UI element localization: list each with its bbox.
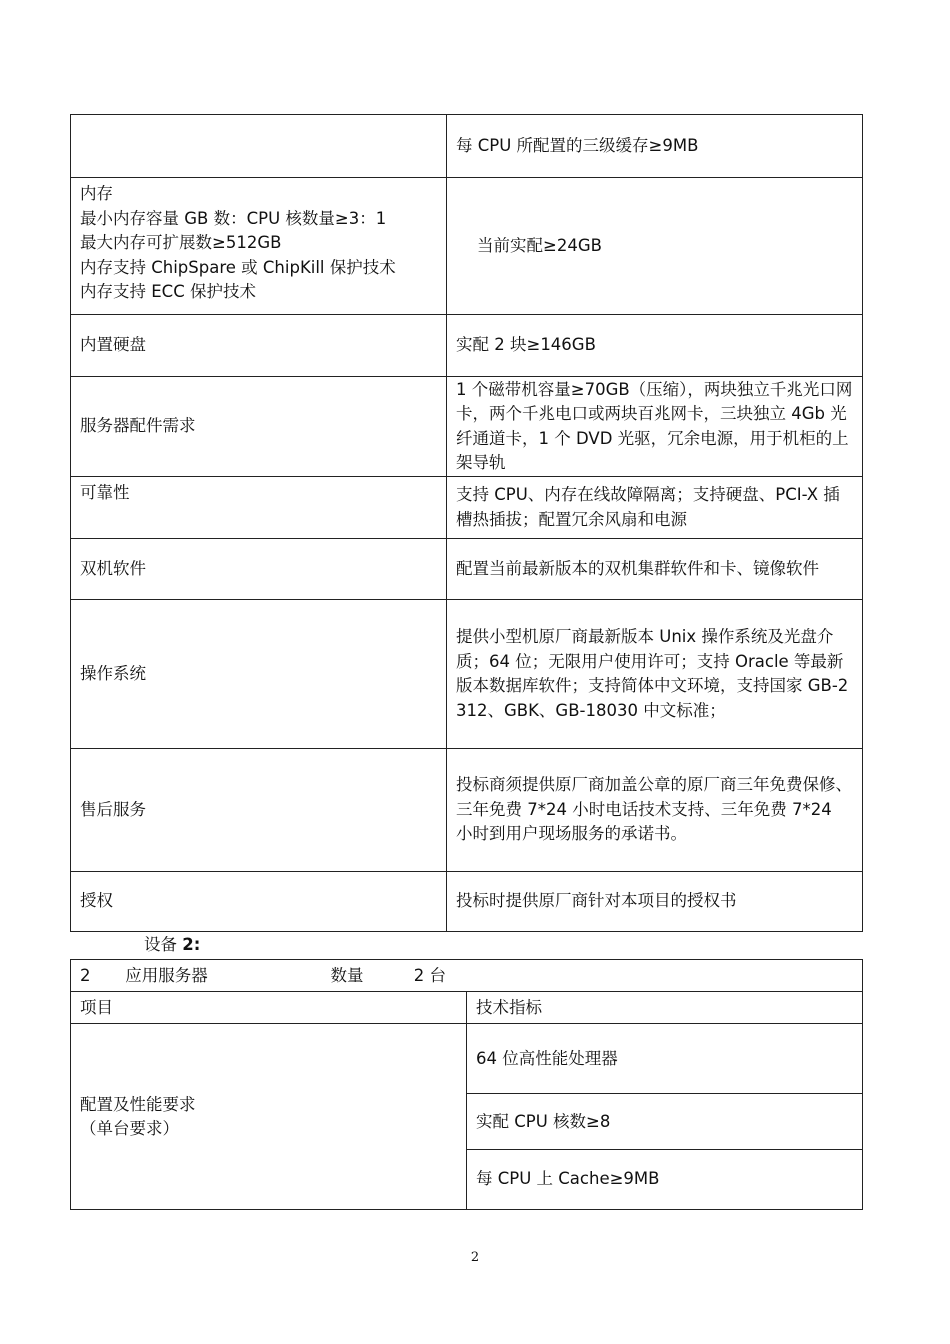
table-row [71,872,863,932]
spec-cell-group [467,1024,863,1210]
spec-cell: 每 CPU 所配置的三级缓存≥9MB [447,115,863,178]
spec-cell: 1 个磁带机容量≥70GB（压缩），两块独立千兆光口网卡，两个千兆电口或两块百兆网卡，三块独立 4Gb 光纤通道卡，1 个 DVD 光驱，冗余电源，用于机柜的上架导轨 [447,377,863,477]
device-number: 2 [80,965,91,985]
list-item [467,1150,862,1209]
item-cell: 操作系统 [71,600,447,749]
item-cell: 售后服务 [71,749,447,872]
spec-cell: 投标时提供原厂商针对本项目的授权书 [447,872,863,932]
quantity-label: 数量 [330,965,364,985]
item-cell [71,115,447,178]
table-row [71,377,863,477]
table-row [71,115,863,178]
page-number: 2 [470,1250,480,1265]
table-row [71,749,863,872]
item-cell: 可靠性 [71,477,447,539]
device-label-prefix: 设备 [144,935,183,954]
table-row [71,315,863,377]
item-cell: 内置硬盘 [71,315,447,377]
item-line: （单台要求） [80,1118,179,1138]
table-row [71,477,863,539]
spec-cell: 实配 2 块≥146GB [447,315,863,377]
item-line: 最大内存可扩展数≥512GB [80,233,282,252]
spec-text: 每 CPU 上 Cache≥9MB [476,1169,660,1189]
table-row [71,539,863,600]
spec-table-device-1 [70,114,863,932]
item-line: 配置及性能要求 [80,1094,196,1114]
spec-sublist [467,1025,862,1209]
spec-text: 64 位高性能处理器 [467,1025,862,1094]
spec-cell: 配置当前最新版本的双机集群软件和卡、镜像软件 [447,539,863,600]
device-label-number: 2: [182,935,201,954]
table-header-row [71,960,863,992]
spec-cell: 投标商须提供原厂商加盖公章的原厂商三年免费保修、三年免费 7*24 小时电话技术支持、三年免费 7*24 小时到用户现场服务的承诺书。 [447,749,863,872]
item-cell: 授权 [71,872,447,932]
item-cell [71,178,447,315]
table-row [71,178,863,315]
item-line: 最小内存容量 GB 数：CPU 核数量≥3：1 [80,208,387,228]
column-header-spec: 技术指标 [467,992,863,1024]
spec-cell: 当前实配≥24GB [447,178,863,315]
quantity-value: 2 台 [413,965,446,985]
table-row [71,600,863,749]
spec-table-device-2 [70,959,863,1210]
spec-text: 实配 CPU 核数≥8 [467,1094,862,1150]
item-cell: 双机软件 [71,539,447,600]
item-line: 内存 [80,184,113,203]
spec-cell: 支持 CPU、内存在线故障隔离；支持硬盘、PCI-X 插槽热插拔；配置冗余风扇和电源 [447,477,863,539]
column-header-row [71,992,863,1024]
column-header-item: 项目 [71,992,467,1024]
item-line: 内存支持 ChipSpare 或 ChipKill 保护技术 [80,257,396,277]
list-item [467,1025,862,1094]
item-line: 内存支持 ECC 保护技术 [80,282,256,301]
device-2-label [144,933,200,957]
item-cell [71,1024,467,1210]
item-cell: 服务器配件需求 [71,377,447,477]
list-item [467,1094,862,1150]
device-header-cell [71,960,863,992]
device-name: 应用服务器 [125,965,208,985]
spec-cell: 提供小型机原厂商最新版本 Unix 操作系统及光盘介质；64 位；无限用户使用许可；支持 Oracle 等最新版本数据库软件；支持简体中文环境，支持国家 GB-2312、GBK、GB-18030 中文标准； [447,600,863,749]
table-row [71,1024,863,1210]
